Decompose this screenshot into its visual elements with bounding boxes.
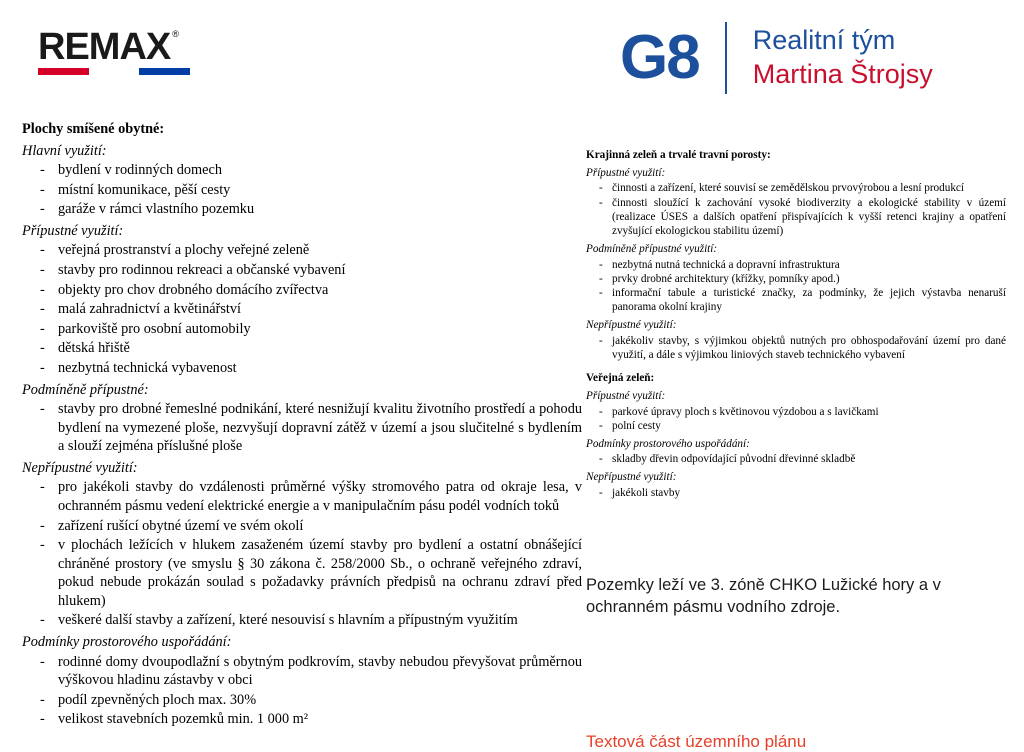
section-heading: Přípustné využití: [586, 390, 666, 403]
list-item: - pro jakékoli stavby do vzdálenosti průměrné výšky stromového patra od okraje lesa, v ochranném pásmu vedení elektrické energie a v manipulačním pásu podél vodních toků [22, 478, 582, 515]
list-item: - informační tabule a turistické značky, za podmínky, že jejich výstavba nenaruší panorama okolní krajiny [586, 286, 1006, 314]
section-heading: Hlavní využití: [22, 142, 107, 159]
section-verejna-podminky [586, 437, 1006, 466]
list-item: - prvky drobné architektury (křížky, pomníky apod.) [586, 272, 1006, 286]
left-column-title: Plochy smíšené obytné: [22, 121, 165, 137]
section-list [22, 241, 582, 377]
g8-logo-text [753, 24, 933, 92]
list-item: - zařízení rušící obytné území ve svém okolí [22, 517, 582, 536]
remax-logo-re: RE [38, 26, 89, 68]
list-item: - jakékoli stavby [586, 486, 1006, 500]
list-item: - jakékoliv stavby, s výjimkou objektů nutných pro obhospodařování území pro dané využití, a dále s výjimkou liniových staveb technického vybavení [586, 334, 1006, 362]
g8-divider [725, 22, 727, 94]
list-item: - polní cesty [586, 419, 1006, 433]
right-block2-title: Veřejná zeleň: [586, 372, 655, 385]
footer-caption: Textová část územního plánu [586, 732, 807, 751]
list-item: - dětská hřiště [22, 339, 582, 358]
section-heading: Přípustné využití: [22, 222, 124, 239]
list-item: - činnosti a zařízení, které souvisí se zemědělskou prvovýrobou a lesní produkcí [586, 181, 1006, 195]
section-verejna-nepripustne [586, 470, 1006, 499]
section-list [586, 258, 1006, 315]
section-list [586, 452, 1006, 466]
remax-logo [38, 28, 178, 66]
remax-bar-blue [139, 68, 190, 75]
section-nepripustne-vyuziti [22, 459, 582, 630]
section-krajinna-podminene [586, 242, 1006, 314]
remax-bar-red [38, 68, 89, 75]
list-item: - parkoviště pro osobní automobily [22, 320, 582, 339]
section-podminky-prostoroveho-usporadani [22, 633, 582, 729]
right-column [586, 148, 1006, 500]
section-hlavni-vyuziti [22, 142, 582, 219]
list-item: - malá zahradnictví a květinářství [22, 300, 582, 319]
remax-logo-max: MAX [88, 26, 171, 68]
list-item: - stavby pro drobné řemeslné podnikání, které nesnižují kvalitu životního prostředí a pohodu bydlení na vymezené ploše, nezvyšují dopravní zátěž v území a jsou slučitelné s bydlením a slouží zejména příslušné ploše [22, 400, 582, 456]
section-heading: Podmíněně přípustné: [22, 381, 149, 398]
section-list [586, 181, 1006, 238]
list-item: - objekty pro chov drobného domácího zvířectva [22, 281, 582, 300]
section-list [22, 161, 582, 219]
section-heading: Nepřípustné využití: [22, 459, 138, 476]
list-item: - velikost stavebních pozemků min. 1 000 m² [22, 710, 582, 729]
zone-note: Pozemky leží ve 3. zóně CHKO Lužické hory a v ochranném pásmu vodního zdroje. [586, 576, 941, 616]
section-heading: Nepřípustné využití: [586, 319, 677, 332]
list-item: - parkové úpravy ploch s květinovou výzdobou a s lavičkami [586, 405, 1006, 419]
list-item: - podíl zpevněných ploch max. 30% [22, 691, 582, 710]
list-item: - garáže v rámci vlastního pozemku [22, 200, 582, 219]
section-list [22, 653, 582, 729]
section-krajinna-pripustne [586, 166, 1006, 238]
section-list [586, 486, 1006, 500]
list-item: - skladby dřevin odpovídající původní dřevinné skladbě [586, 452, 1006, 466]
g8-tagline-line1: Realitní tým [752, 25, 896, 56]
section-list [22, 478, 582, 630]
right-block1-title: Krajinná zeleň a trvalé travní porosty: [586, 149, 771, 161]
list-item: - veškeré další stavby a zařízení, které nesouvisí s hlavním a přípustným využitím [22, 611, 582, 630]
list-item: - činnosti sloužící k zachování vysoké biodiverzity a ekologické stability v území (realizace ÚSES a dalších opatření přispívajících k vyšší retenci krajiny a opatření zvyšující ekologickou stabilitu území) [586, 196, 1006, 239]
remax-bar-white [89, 68, 140, 75]
list-item: - bydlení v rodinných domech [22, 161, 582, 180]
section-list [586, 334, 1006, 362]
section-heading: Podmínky prostorového uspořádání: [586, 437, 750, 450]
list-item: - stavby pro rodinnou rekreaci a občanské vybavení [22, 261, 582, 280]
section-list [22, 400, 582, 456]
section-heading: Přípustné využití: [586, 167, 666, 180]
section-heading: Nepřípustné využití: [586, 471, 677, 484]
list-item: - rodinné domy dvoupodlažní s obytným podkrovím, stavby nebudou převyšovat průměrnou výškovou hladinu zástavby v obci [22, 653, 582, 690]
section-pripustne-vyuziti [22, 222, 582, 378]
g8-tagline-line2: Martina Štrojsy [752, 59, 933, 89]
remax-logo-trademark: ® [172, 29, 178, 39]
list-item: - veřejná prostranství a plochy veřejné zeleně [22, 241, 582, 260]
list-item: - nezbytná technická vybavenost [22, 359, 582, 378]
page-header [0, 0, 1024, 120]
list-item: - v plochách ležících v hlukem zasaženém území stavby pro bydlení a ostatní obnášející chráněné prostory (ve smyslu § 30 zákona č. 258/2000 Sb., o ochraně veřejného zdraví, pokud nebude prokázán soulad s požadavky právních předpisů na ochranu zdraví před hlukem) [22, 536, 582, 610]
section-podminene-pripustne [22, 381, 582, 456]
section-list [586, 405, 1006, 433]
remax-logo-bars [38, 68, 190, 75]
section-verejna-pripustne [586, 389, 1006, 433]
g8-logo-block [620, 22, 933, 94]
section-heading: Podmínky prostorového uspořádání: [22, 634, 232, 651]
g8-logo-mark: G8 [620, 23, 699, 92]
left-column [22, 120, 582, 730]
section-krajinna-nepripustne [586, 318, 1006, 362]
section-heading: Podmíněně přípustné využití: [586, 243, 718, 256]
list-item: - nezbytná nutná technická a dopravní infrastruktura [586, 258, 1006, 272]
list-item: - místní komunikace, pěší cesty [22, 181, 582, 200]
